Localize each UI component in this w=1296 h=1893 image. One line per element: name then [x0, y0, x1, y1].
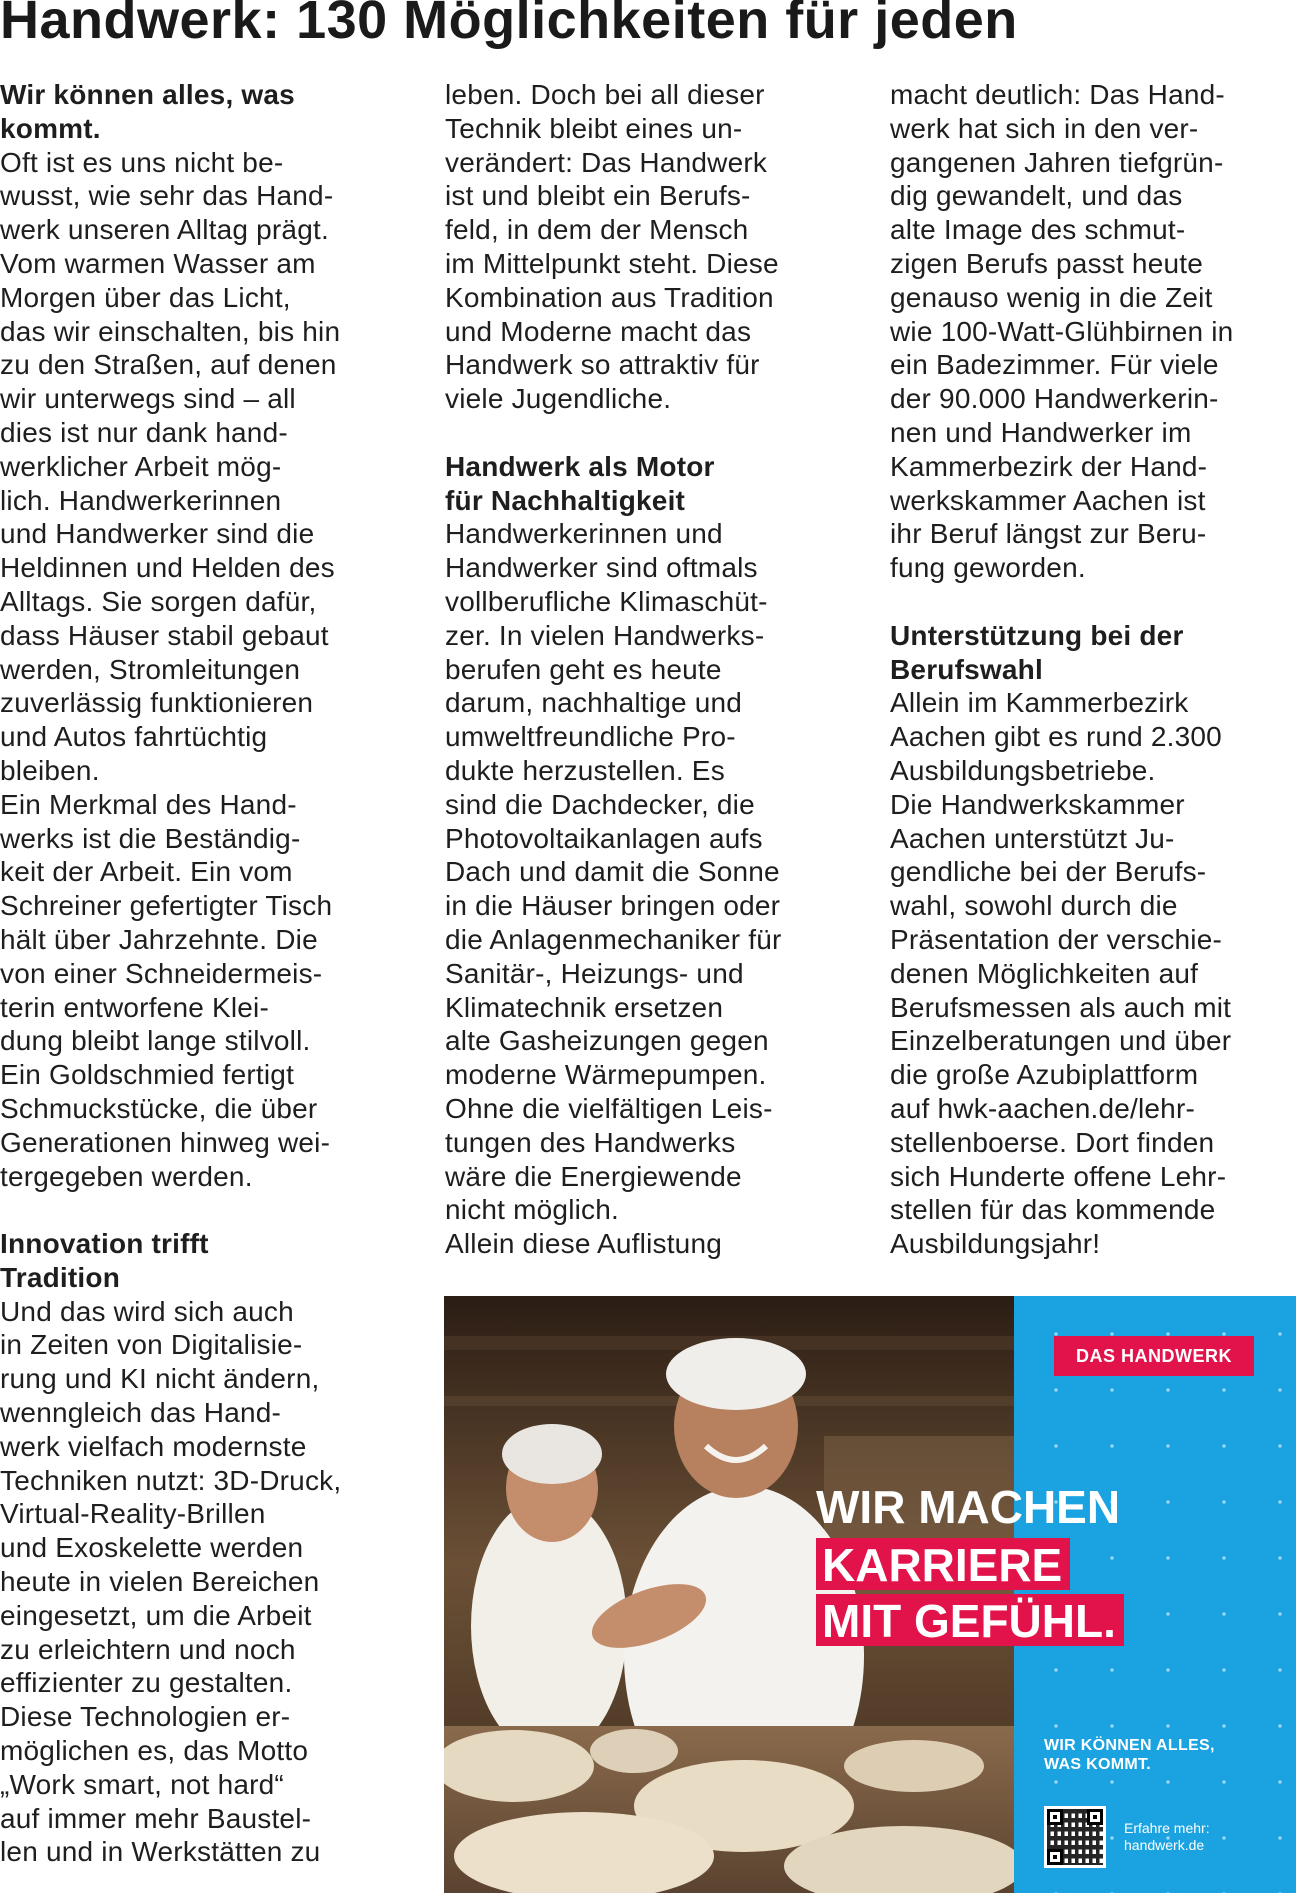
text-line: Oft ist es uns nicht be-: [0, 146, 284, 178]
heading-line: für Nachhaltigkeit: [445, 484, 686, 516]
text-line: Allein im Kammerbezirk: [890, 687, 1189, 719]
slogan-line: WAS KOMMT.: [1044, 1756, 1151, 1773]
text-line: Dach und damit die Sonne: [445, 856, 780, 888]
text-line: rung und KI nicht ändern,: [0, 1363, 320, 1395]
text-line: zuverlässig funktionieren: [0, 687, 314, 719]
text-line: alte Gasheizungen gegen: [445, 1025, 769, 1057]
text-line: Techniken nutzt: 3D-Druck,: [0, 1464, 342, 1496]
text-line: werk vielfach modernste: [0, 1430, 307, 1462]
text-line: und Moderne macht das: [445, 315, 752, 347]
text-line: leben. Doch bei all dieser: [445, 79, 765, 110]
text-line: hält über Jahrzehnte. Die: [0, 923, 318, 955]
text-line: tungen des Handwerks: [445, 1126, 736, 1158]
text-line: ein Badezimmer. Für viele: [890, 349, 1219, 381]
heading-line: Wir können alles, was: [0, 79, 295, 110]
heading-line: Unterstützung bei der: [890, 619, 1184, 651]
text-line: fung geworden.: [890, 552, 1086, 584]
text-line: zigen Berufs passt heute: [890, 247, 1203, 279]
text-line: werks ist die Beständig-: [0, 822, 301, 854]
text-line: Ausbildungsjahr!: [890, 1228, 1101, 1260]
text-line: in die Häuser bringen oder: [445, 890, 781, 922]
text-line: wahl, sowohl durch die: [890, 890, 1178, 922]
text-line: möglichen es, das Motto: [0, 1735, 309, 1767]
text-line: ihr Beruf längst zur Beru-: [890, 518, 1207, 550]
text-line: dass Häuser stabil gebaut: [0, 619, 329, 651]
text-line: Ein Goldschmied fertigt: [0, 1059, 295, 1091]
article-column-3: [890, 78, 1295, 1261]
text-line: alte Image des schmut-: [890, 214, 1186, 246]
ad-claim: [816, 1482, 1124, 1650]
text-line: moderne Wärmepumpen.: [445, 1059, 767, 1091]
section-heading: [890, 619, 1295, 687]
text-line: Kombination aus Tradition: [445, 281, 774, 313]
text-line: werden, Stromleitungen: [0, 653, 301, 685]
text-line: nicht möglich.: [445, 1194, 619, 1226]
paragraph: [0, 1295, 405, 1870]
text-line: „Work smart, not hard“: [0, 1768, 284, 1800]
heading-line: kommt.: [0, 112, 101, 144]
text-line: heute in vielen Bereichen: [0, 1566, 320, 1598]
text-line: Schreiner gefertigter Tisch: [0, 890, 333, 922]
ad-slogan: [1044, 1736, 1215, 1774]
text-line: Und das wird sich auch: [0, 1295, 294, 1327]
text-line: wir unterwegs sind – all: [0, 383, 296, 415]
text-line: die große Azubiplattform: [890, 1059, 1199, 1091]
text-line: feld, in dem der Mensch: [445, 214, 749, 246]
text-line: Ein Merkmal des Hand-: [0, 788, 297, 820]
text-line: lich. Handwerkerinnen: [0, 484, 282, 516]
text-line: wie 100-Watt-Glühbirnen in: [890, 315, 1234, 347]
text-line: auf hwk-aachen.de/lehr-: [890, 1092, 1195, 1124]
text-line: wenngleich das Hand-: [0, 1397, 282, 1429]
text-line: stellen für das kommende: [890, 1194, 1216, 1226]
text-line: sich Hunderte offene Lehr-: [890, 1160, 1227, 1192]
text-line: Präsentation der verschie-: [890, 923, 1223, 955]
text-line: Berufsmessen als auch mit: [890, 991, 1232, 1023]
text-line: Handwerker sind oftmals: [445, 552, 758, 584]
text-line: keit der Arbeit. Ein vom: [0, 856, 293, 888]
text-line: len und in Werkstätten zu: [0, 1836, 321, 1868]
text-line: Generationen hinweg wei-: [0, 1126, 331, 1158]
text-line: das wir einschalten, bis hin: [0, 315, 341, 347]
text-line: zer. In vielen Handwerks-: [445, 619, 765, 651]
claim-line-highlight: MIT GEFÜHL.: [816, 1594, 1124, 1646]
article-column-2: [445, 78, 855, 1261]
text-line: Heldinnen und Helden des: [0, 552, 335, 584]
text-line: in Zeiten von Digitalisie-: [0, 1329, 303, 1361]
text-line: werk unseren Alltag prägt.: [0, 214, 329, 246]
paragraph: [445, 517, 855, 1261]
text-line: Schmuckstücke, die über: [0, 1092, 318, 1124]
text-line: berufen geht es heute: [445, 653, 722, 685]
text-line: nen und Handwerker im: [890, 416, 1192, 448]
text-line: darum, nachhaltige und: [445, 687, 743, 719]
section-heading: [0, 1227, 405, 1295]
text-line: Sanitär-, Heizungs- und: [445, 957, 744, 989]
text-line: terin entworfene Klei-: [0, 991, 269, 1023]
heading-line: Innovation trifft: [0, 1228, 209, 1260]
paragraph: [890, 78, 1295, 585]
text-line: viele Jugendliche.: [445, 383, 672, 415]
text-line: effizienter zu gestalten.: [0, 1667, 293, 1699]
text-line: bleiben.: [0, 754, 100, 786]
text-line: Handwerkerinnen und: [445, 518, 723, 550]
text-line: dig gewandelt, und das: [890, 180, 1183, 212]
text-line: umweltfreundliche Pro-: [445, 721, 736, 753]
text-line: Aachen unterstützt Ju-: [890, 822, 1175, 854]
paragraph: [0, 146, 405, 1194]
text-line: sind die Dachdecker, die: [445, 788, 755, 820]
heading-line: Tradition: [0, 1261, 121, 1293]
text-line: Kammerbezirk der Hand-: [890, 450, 1208, 482]
text-line: und Handwerker sind die: [0, 518, 315, 550]
text-line: stellenboerse. Dort finden: [890, 1126, 1215, 1158]
text-line: Alltags. Sie sorgen dafür,: [0, 585, 317, 617]
text-line: zu erleichtern und noch: [0, 1633, 296, 1665]
article-headline: Handwerk: 130 Möglichkeiten für jeden: [0, 0, 1018, 50]
text-line: Allein diese Auflistung: [445, 1228, 722, 1260]
paragraph: [445, 78, 855, 416]
article-column-1: [0, 78, 405, 1869]
slogan-line: WIR KÖNNEN ALLES,: [1044, 1737, 1215, 1754]
text-line: dung bleibt lange stilvoll.: [0, 1025, 311, 1057]
section-heading: [0, 78, 405, 146]
text-line: ist und bleibt ein Berufs-: [445, 180, 751, 212]
text-line: werkskammer Aachen ist: [890, 484, 1206, 516]
ad-website-link[interactable]: [1124, 1820, 1210, 1854]
text-line: gangenen Jahren tiefgrün-: [890, 146, 1224, 178]
text-line: dies ist nur dank hand-: [0, 416, 288, 448]
text-line: Photovoltaikanlagen aufs: [445, 822, 763, 854]
text-line: und Autos fahrtüchtig: [0, 721, 268, 753]
text-line: wäre die Energiewende: [445, 1160, 742, 1192]
text-line: der 90.000 Handwerkerin-: [890, 383, 1219, 415]
text-line: tergegeben werden.: [0, 1160, 253, 1192]
text-line: im Mittelpunkt steht. Diese: [445, 247, 779, 279]
text-line: zu den Straßen, auf denen: [0, 349, 337, 381]
brand-logo: DAS HANDWERK: [1054, 1336, 1254, 1376]
claim-line: WIR MACHEN: [816, 1481, 1121, 1533]
heading-line: Berufswahl: [890, 653, 1043, 685]
text-line: wusst, wie sehr das Hand-: [0, 180, 334, 212]
text-line: Technik bleibt eines un-: [445, 112, 743, 144]
text-line: denen Möglichkeiten auf: [890, 957, 1199, 989]
text-line: Klimatechnik ersetzen: [445, 991, 724, 1023]
text-line: genauso wenig in die Zeit: [890, 281, 1213, 313]
handwerk-advertisement[interactable]: [444, 1296, 1296, 1893]
heading-line: Handwerk als Motor: [445, 450, 715, 482]
paragraph: [890, 686, 1295, 1261]
text-line: Ohne die vielfältigen Leis-: [445, 1092, 773, 1124]
text-line: verändert: Das Handwerk: [445, 146, 768, 178]
text-line: macht deutlich: Das Hand-: [890, 79, 1225, 110]
text-line: Aachen gibt es rund 2.300: [890, 721, 1222, 753]
text-line: dukte herzustellen. Es: [445, 754, 725, 786]
qr-code-icon[interactable]: [1044, 1806, 1106, 1868]
text-line: Vom warmen Wasser am: [0, 247, 316, 279]
text-line: werklicher Arbeit mög-: [0, 450, 282, 482]
text-line: Morgen über das Licht,: [0, 281, 291, 313]
section-heading: [445, 450, 855, 518]
text-line: von einer Schneidermeis-: [0, 957, 323, 989]
text-line: Handwerk so attraktiv für: [445, 349, 760, 381]
text-line: und Exoskelette werden: [0, 1532, 304, 1564]
text-line: werk hat sich in den ver-: [890, 112, 1199, 144]
text-line: Die Handwerkskammer: [890, 788, 1185, 820]
text-line: Einzelberatungen und über: [890, 1025, 1232, 1057]
text-line: gendliche bei der Berufs-: [890, 856, 1207, 888]
text-line: Ausbildungsbetriebe.: [890, 754, 1156, 786]
text-line: die Anlagenmechaniker für: [445, 923, 782, 955]
claim-line-highlight: KARRIERE: [816, 1538, 1070, 1590]
link-url: handwerk.de: [1124, 1837, 1205, 1853]
link-label: Erfahre mehr:: [1124, 1820, 1210, 1836]
text-line: auf immer mehr Baustel-: [0, 1802, 312, 1834]
text-line: Virtual-Reality-Brillen: [0, 1498, 266, 1530]
text-line: Diese Technologien er-: [0, 1701, 291, 1733]
text-line: eingesetzt, um die Arbeit: [0, 1599, 312, 1631]
text-line: vollberufliche Klimaschüt-: [445, 585, 768, 617]
